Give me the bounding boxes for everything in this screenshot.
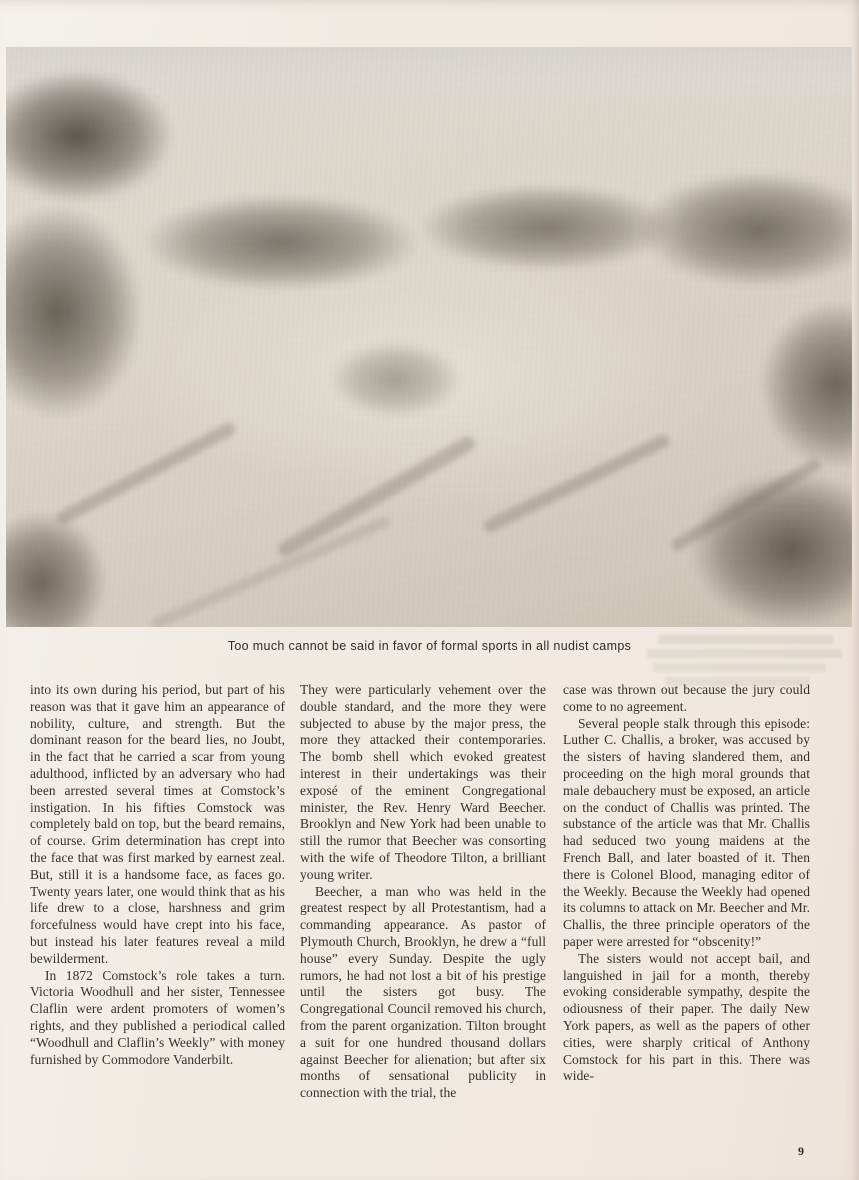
text-column-3 <box>563 682 810 1085</box>
paragraph: Beecher, a man who was held in the greatest respect by all Protestantism, had a commanding appearance. As pastor of Plymouth Church, Brooklyn, he drew a “full house” every Sunday. Despite the ugly rumors, he had not lost a bit of his prestige until the sisters got busy. The Congregational Council removed his church, from the parent organization. Tilton brought a suit for one hundred thousand dollars against Beecher for alienation; but after six months of sensational publicity in connection with the trial, the <box>300 883 546 1101</box>
photo-caption: Too much cannot be said in favor of formal sports in all nudist camps <box>227 639 632 653</box>
paragraph: They were particularly vehement over the double standard, and the more they were subjected to abuse by the major press, the more they attacked their contemporaries. The bomb shell which evoked greatest interest in their undertakings was their exposé of the eminent Congregational minister, the Rev. Henry Ward Beecher. Brooklyn and New York had been unable to still the rumor that Beecher was consorting with the wife of Theodore Tilton, a brilliant young writer. <box>300 682 546 882</box>
page-number: 9 <box>798 1144 804 1158</box>
photo-grain-overlay <box>6 47 852 627</box>
beach-archery-photo-placeholder <box>6 47 852 627</box>
paragraph: The sisters would not accept bail, and languished in jail for a month, thereby evoking considerable sympathy, despite the odiousness of their paper. The daily New York papers, as well as the papers of other cities, were sharply critical of Anthony Comstock for his part in this. There was wide- <box>563 950 810 1084</box>
paragraph: into its own during his period, but part of his reason was that it gave him an appearance of nobility, culture, and strength. But the dominant reason for the beard lies, no Joubt, in the fact that he carried a scar from young adulthood, inflicted by an adversary who had been arrested several times at Comstock’s instigation. In his fifties Comstock was completely bald on top, but the beard remains, of course. Grim determination has crept into the face that was first marked by earnest zeal. But, still it is a handsome face, as faces go. Twenty years later, one would think that as his life drew to a close, harshness and grim forcefulness would have crept into his face, but instead his later features reveal a mild bewilderment. <box>30 682 285 966</box>
paragraph: In 1872 Comstock’s role takes a turn. Victoria Woodhull and her sister, Tennessee Claflin were ardent promoters of women’s rights, and they published a periodical called “Woodhull and Claflin’s Weekly” with money furnished by Commodore Vanderbilt. <box>30 967 285 1067</box>
text-column-1 <box>30 682 285 1068</box>
paragraph: case was thrown out because the jury could come to no agreement. <box>563 682 810 714</box>
text-column-2 <box>300 682 546 1102</box>
paragraph: Several people stalk through this episode: Luther C. Challis, a broker, was accused by the sisters of having slandered them, and proceeding on the high moral grounds that male debauchery must be exposed, an article on the conduct of Challis was printed. The substance of the article was that Mr. Challis had seduced two young maidens at the French Ball, and later boasted of it. Then there is Colonel Blood, managing editor of the Weekly. Because the Weekly had opened its columns to attack on Mr. Beecher and Mr. Challis, the three principle operators of the paper were arrested for “obscenity!” <box>563 715 810 949</box>
